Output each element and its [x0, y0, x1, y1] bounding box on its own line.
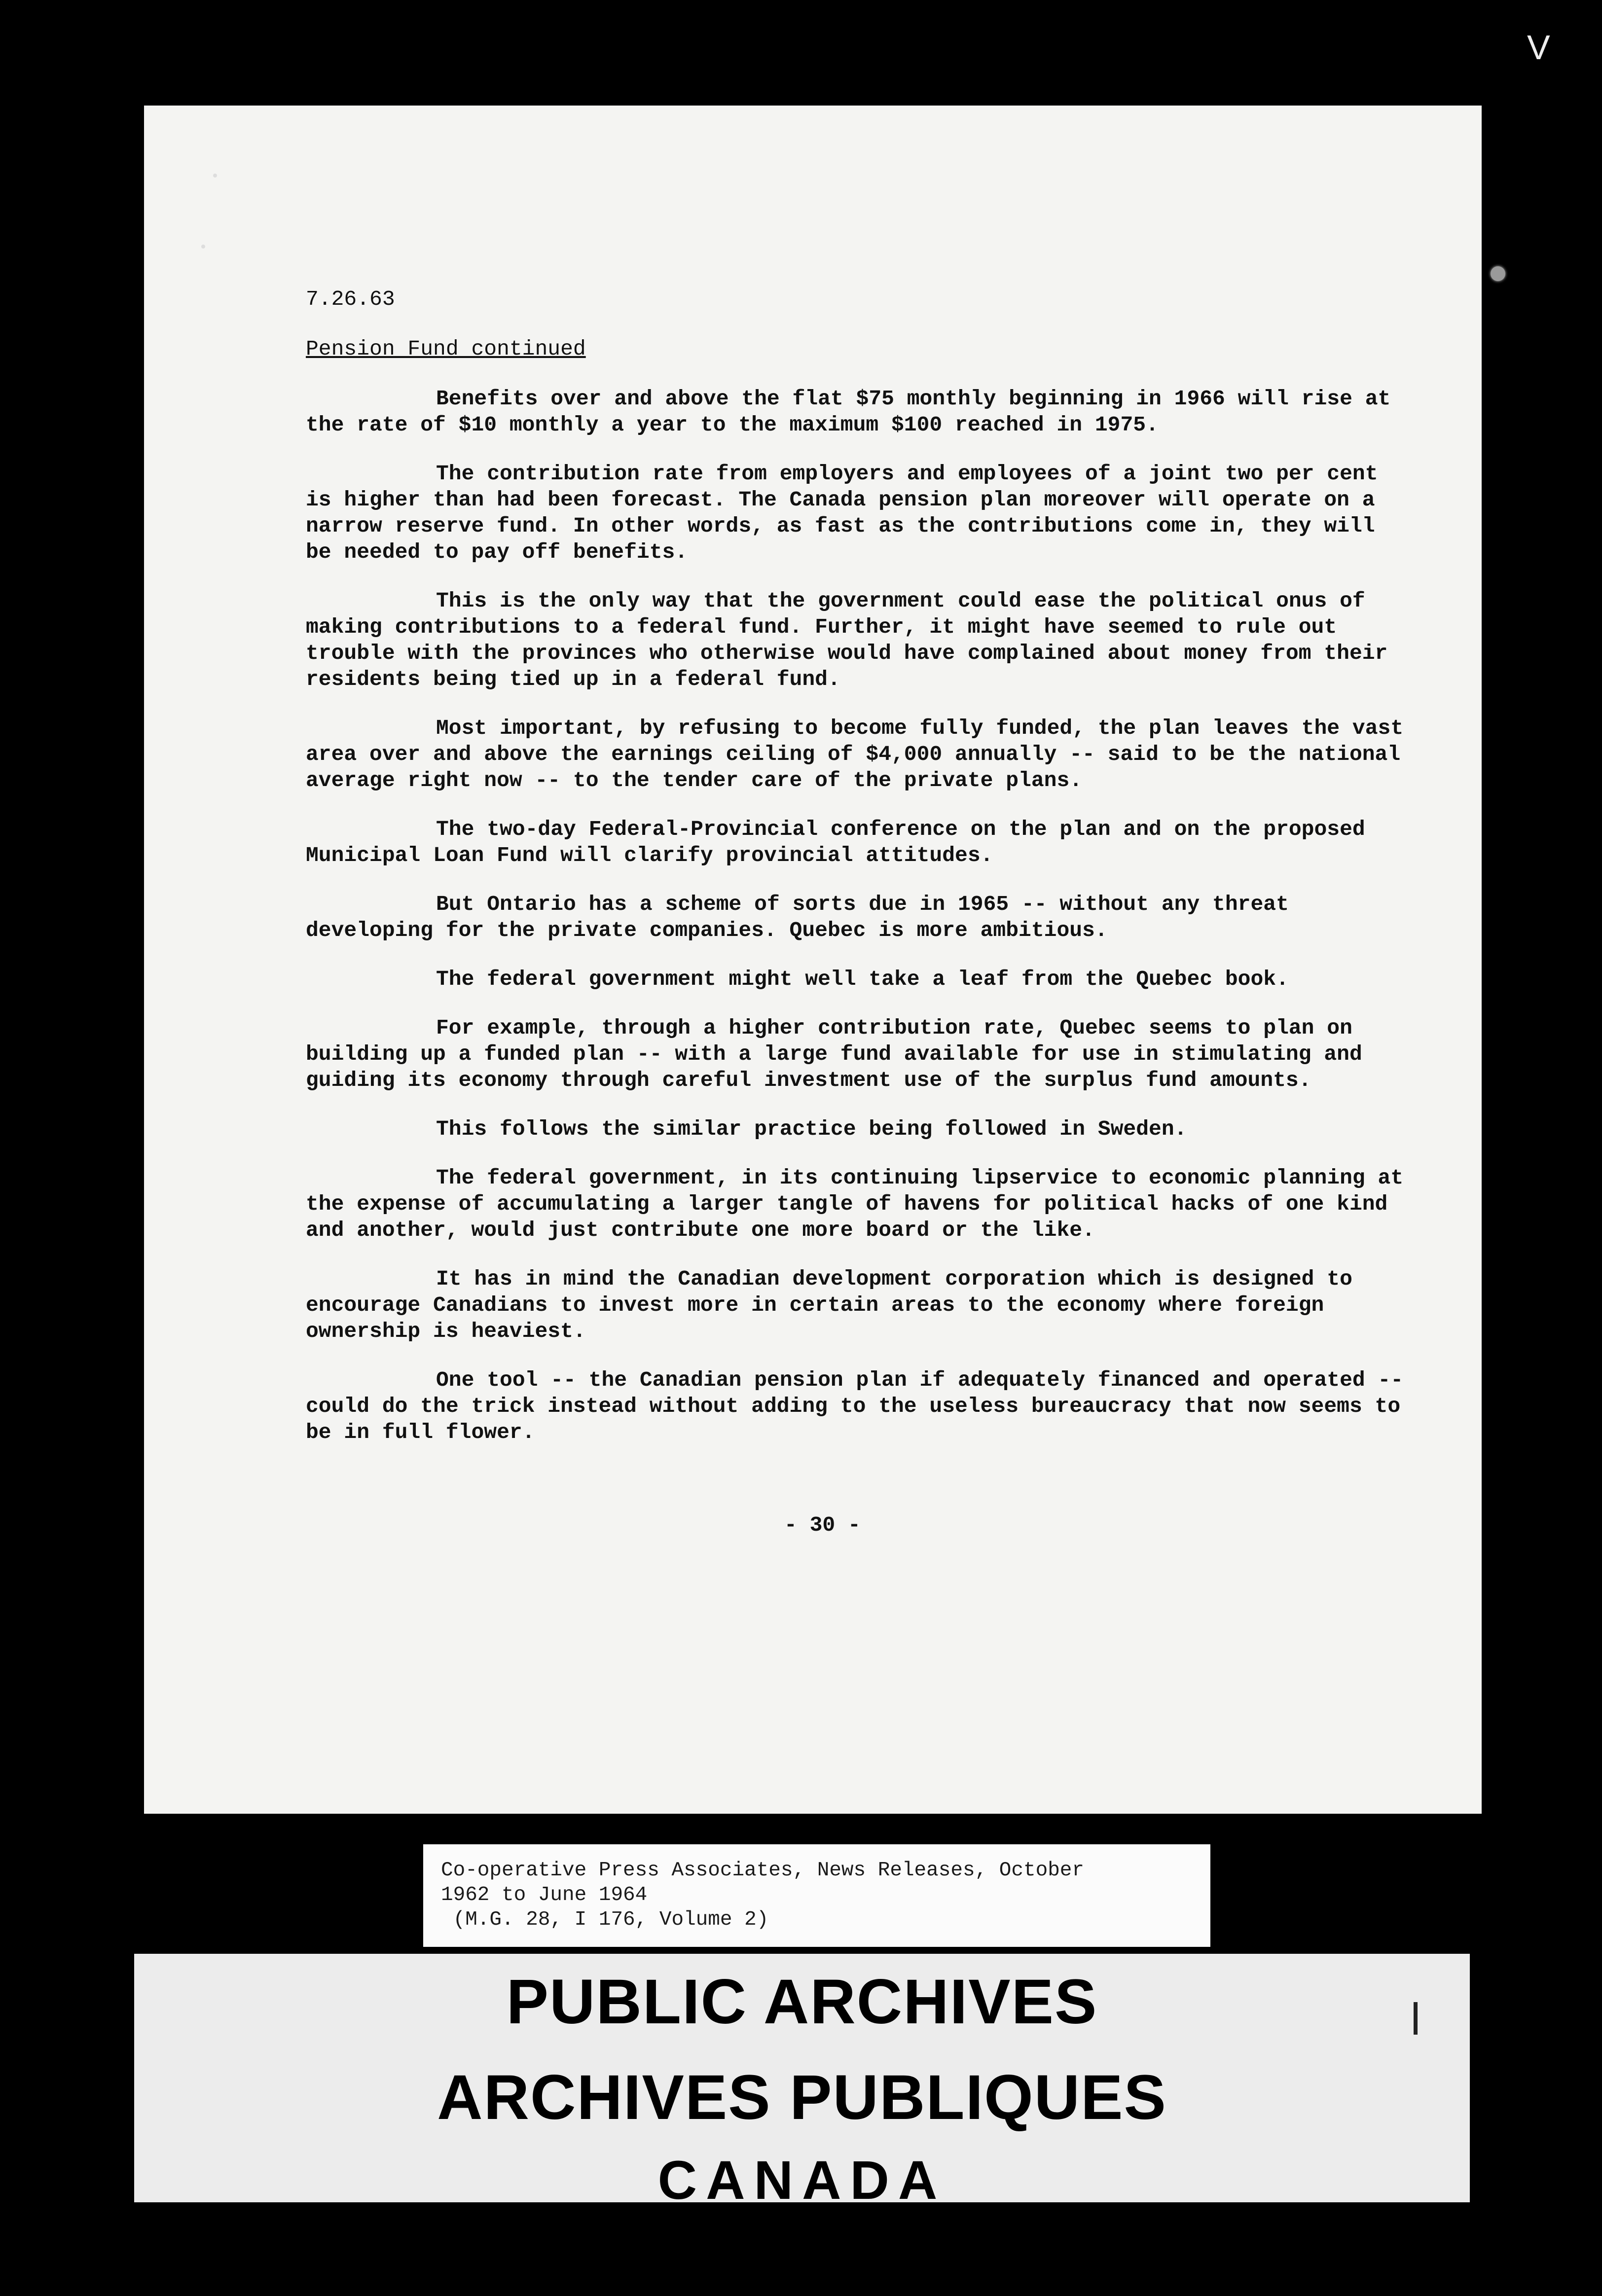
paragraph: For example, through a higher contribution rate, Quebec seems to plan on building up a funded plan -- with a large fund available for use in stimulating and guiding its economy through careful investment use of the surplus fund amounts. [306, 1016, 1362, 1092]
paragraph: It has in mind the Canadian development corporation which is designed to encourage Canadians to invest more in certain areas to the economy where foreign ownership is heaviest. [306, 1267, 1352, 1343]
paragraph: The federal government might well take a leaf from the Quebec book. [436, 967, 1289, 991]
citation-line: 1962 to June 1964 [441, 1884, 648, 1906]
punch-hole [1491, 266, 1505, 281]
paragraph: The contribution rate from employers and employees of a joint two per cent is higher than had been forecast. The Canada pension plan moreover will operate on a narrow reserve fund. In other words, as fast as the contributions come in, they will be needed to pay off benefits. [306, 462, 1378, 564]
stamp-mark [1414, 2002, 1418, 2035]
archives-stamp [134, 1954, 1470, 2211]
paragraph: This is the only way that the government could ease the political onus of making contributions to a federal fund. Further, it might have seemed to rule out trouble with the provinces who otherwise would have complained about money from their residents being tied up in a federal fund. [306, 589, 1388, 691]
document-date: 7.26.63 [306, 287, 395, 311]
paragraph: But Ontario has a scheme of sorts due in 1965 -- without any threat developing for the private companies. Quebec is more ambitious. [306, 892, 1289, 942]
stamp-line-english: PUBLIC ARCHIVES [506, 1967, 1098, 2037]
paragraph: One tool -- the Canadian pension plan if adequately financed and operated -- could do the trick instead without adding to the useless bureaucracy that now seems to be in full flower. [306, 1368, 1404, 1444]
citation-line: Co-operative Press Associates, News Releases, October [441, 1859, 1085, 1882]
page-number: - 30 - [784, 1513, 861, 1537]
paragraph: The two-day Federal-Provincial conference on the plan and on the proposed Municipal Loan Fund will clarify provincial attitudes. [306, 817, 1365, 867]
paragraph: The federal government, in its continuing lipservice to economic planning at the expense of accumulating a larger tangle of havens for political hacks of one kind and another, would just contribute one more board or the like. [306, 1166, 1404, 1242]
margin-mark: V [1527, 28, 1550, 67]
stamp-line-french: ARCHIVES PUBLIQUES [437, 2062, 1167, 2133]
paragraph: Most important, by refusing to become fully funded, the plan leaves the vast area over and above the earnings ceiling of $4,000 annually -- said to be the national average right now -- to the tender care of the private plans. [306, 716, 1404, 792]
paragraph: Benefits over and above the flat $75 monthly beginning in 1966 will rise at the rate of $10 monthly a year to the maximum $100 reached in 1975. [306, 387, 1391, 437]
document-body [306, 286, 1406, 1468]
stamp-line-country: CANADA [657, 2150, 947, 2211]
archive-citation-label [423, 1844, 1210, 1947]
document-heading: Pension Fund continued [306, 337, 586, 361]
paper-speck [213, 174, 217, 178]
paper-speck [201, 245, 205, 249]
paragraph: This follows the similar practice being followed in Sweden. [436, 1117, 1187, 1141]
citation-line: (M.G. 28, I 176, Volume 2) [441, 1908, 769, 1931]
